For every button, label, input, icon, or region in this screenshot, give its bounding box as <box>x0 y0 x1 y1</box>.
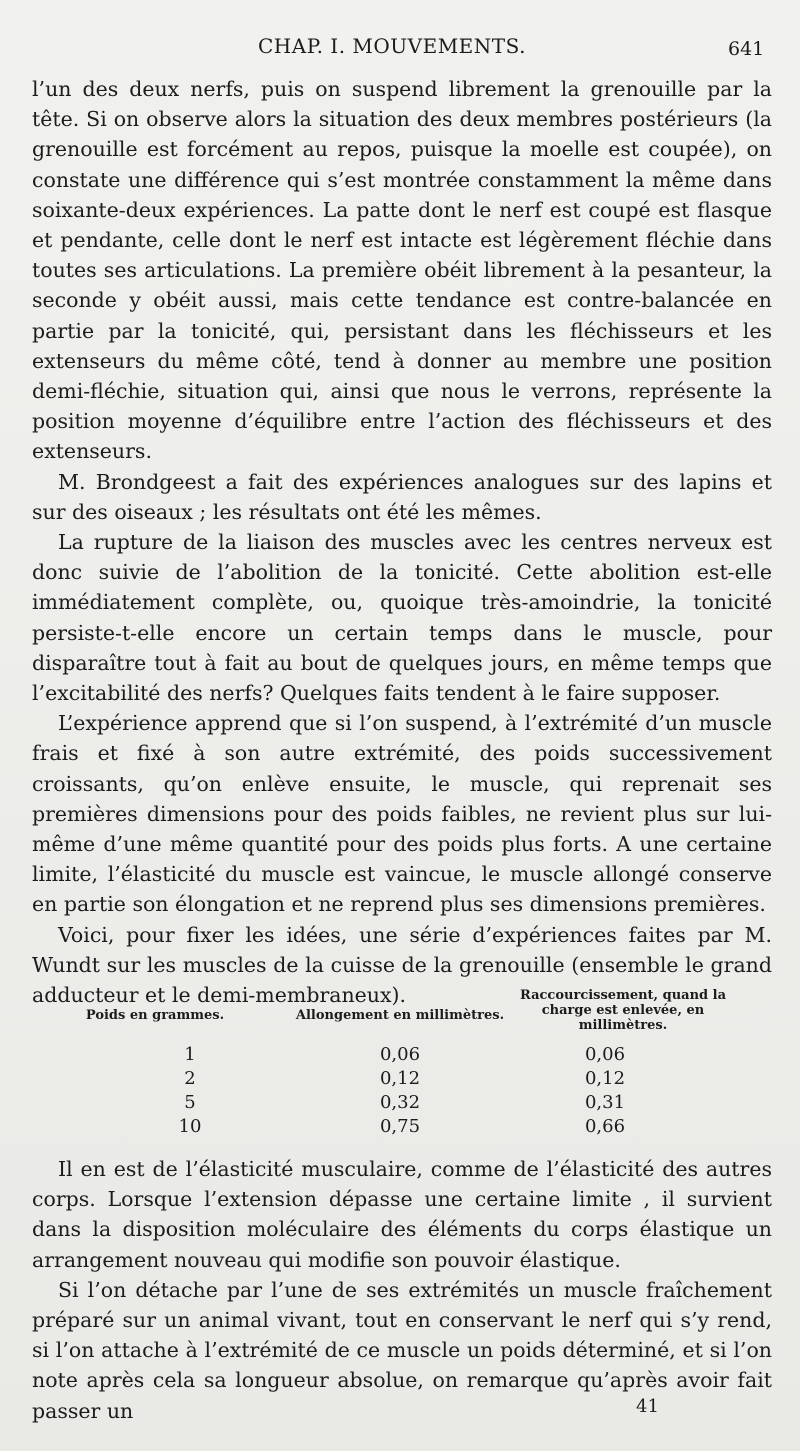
table-cell: 0,66 <box>584 1116 626 1137</box>
signature-mark: 41 <box>636 1396 659 1417</box>
paragraph: Si l’on détache par l’une de ses extrémités un muscle fraîchement préparé sur un animal vivant, tout en conservant le nerf qui s’y rend, si l’on attache à l’extrémité de ce muscle un poids déterminé, et si l’on note après cela sa longueur absolue, on remarque qu’après avoir fait passer un <box>32 1277 772 1423</box>
table-cell: 5 <box>184 1092 196 1113</box>
body-text-bottom <box>32 1154 772 1426</box>
paragraph: Voici, pour fixer les idées, une série d’expériences faites par M. Wundt sur les muscles de la cuisse de la grenouille (ensemble le grand adducteur et le demi-membraneux). <box>32 922 772 1008</box>
table-cell: 0,12 <box>379 1068 421 1089</box>
body-text-top <box>32 74 772 1010</box>
paragraph: l’un des deux nerfs, puis on suspend librement la grenouille par la tête. Si on observe alors la situation des deux membres postérieurs (la grenouille est forcément au repos, puisque la moelle est coupée), on constate une différence qui s’est montrée constamment la même dans soixante-deux expériences. La patte dont le nerf est coupé est flasque et pendante, celle dont le nerf est intacte est légèrement fléchie dans toutes ses articulations. La première obéit librement à la pesanteur, la seconde y obéit aussi, mais cette tendance est contre-balancée en partie par la tonicité, qui, persistant dans les fléchisseurs et les extenseurs du même côté, tend à donner au membre une position demi-fléchie, situation qui, ainsi que nous le verrons, représente la position moyenne d’équilibre entre l’action des fléchisseurs et des extenseurs. <box>32 77 772 464</box>
column-header-shortening: Raccourcissement, quand la charge est enlevée, en millimètres. <box>519 988 727 1033</box>
paragraph: L’expérience apprend que si l’on suspend, à l’extrémité d’un muscle frais et fixé à son autre extrémité, des poids successivement croissants, qu’on enlève ensuite, le muscle, qui reprenait ses premières dimensions pour des poids faibles, ne revient plus sur lui-même d’une même quantité pour des poids plus forts. A une certaine limite, l’élasticité du muscle est vaincue, le muscle allongé conserve en partie son élongation et ne reprend plus ses dimensions premières. <box>32 711 772 917</box>
paragraph: M. Brondgeest a fait des expériences analogues sur des lapins et sur des oiseaux ; les résultats ont été les mêmes. <box>32 469 772 524</box>
table-cell: 10 <box>178 1116 202 1137</box>
table-cell: 0,32 <box>379 1092 421 1113</box>
column-header-weight: Poids en grammes. <box>85 1008 225 1023</box>
chapter-title: CHAP. I. MOUVEMENTS. <box>258 34 526 58</box>
paragraph: Il en est de l’élasticité musculaire, comme de l’élasticité des autres corps. Lorsque l’extension dépasse une certaine limite , il survient dans la disposition moléculaire des éléments du corps élastique un arrangement nouveau qui modifie son pouvoir élastique. <box>32 1157 772 1272</box>
table-cell: 1 <box>184 1044 196 1065</box>
paragraph: La rupture de la liaison des muscles avec les centres nerveux est donc suivie de l’abolition de la tonicité. Cette abolition est-elle immédiatement complète, ou, quoique très-amoindrie, la tonicité persiste-t-elle encore un certain temps dans le muscle, pour disparaître tout à fait au bout de quelques jours, en même temps que l’excitabilité des nerfs? Quelques faits tendent à le faire supposer. <box>32 530 772 706</box>
table-cell: 0,12 <box>584 1068 626 1089</box>
page-number: 641 <box>728 38 765 60</box>
table-cell: 0,06 <box>584 1044 626 1065</box>
table-cell: 0,31 <box>584 1092 626 1113</box>
running-header <box>0 34 800 64</box>
table-cell: 0,06 <box>379 1044 421 1065</box>
column-header-elongation: Allongement en millimètres. <box>295 1008 505 1023</box>
table-cell: 2 <box>184 1068 196 1089</box>
table-cell: 0,75 <box>379 1116 421 1137</box>
